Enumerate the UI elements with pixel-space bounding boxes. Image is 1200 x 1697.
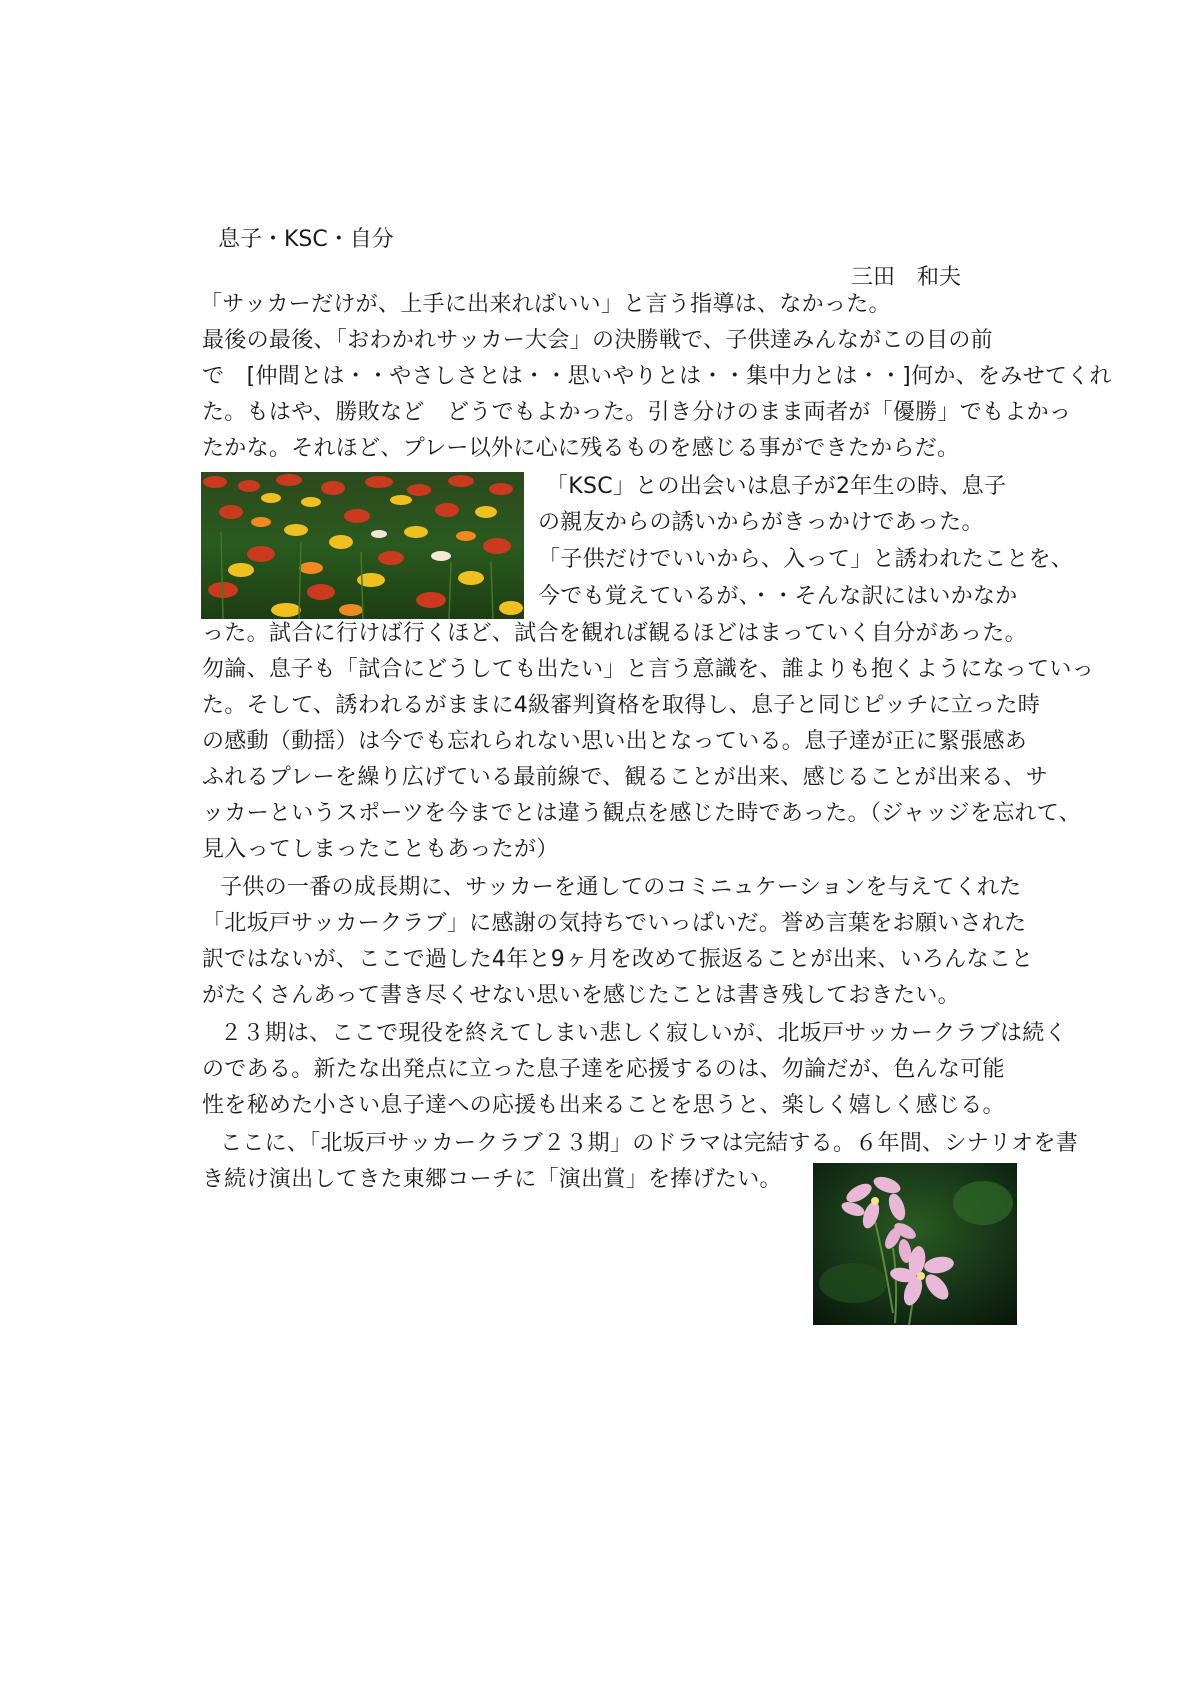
text-line: ふれるプレーを繰り広げている最前線で、観ることが出来、感じることが出来る、サ <box>202 765 1049 790</box>
text-line: き続け演出してきた東郷コーチに「演出賞」を捧げたい。 <box>202 1167 782 1192</box>
poppy-field-photo <box>201 472 524 619</box>
text-line: た。もはや、勝敗など どうでもよかった。引き分けのまま両者が「優勝」でもよかっ <box>202 400 1072 425</box>
pink-flowers-image <box>813 1163 1017 1325</box>
text-line: ２３期は、ここで現役を終えてしまい悲しく寂しいが、北坂戸サッカークラブは続く <box>220 1021 1067 1046</box>
text-line: 最後の最後、「おわかれサッカー大会」の決勝戦で、子供達みんながこの目の前 <box>202 328 993 353</box>
text-line: 見入ってしまったこともあったが） <box>202 837 559 862</box>
text-line: 子供の一番の成長期に、サッカーを通してのコミニュケーションを与えてくれた <box>220 875 1022 900</box>
text-line: 訳ではないが、ここで過した4年と9ヶ月を改めて振返ることが出来、いろんなこと <box>202 947 1034 972</box>
text-line: た。そして、誘われるがままに4級審判資格を取得し、息子と同じピッチに立った時 <box>202 693 1041 718</box>
text-line: たかな。それほど、プレー以外に心に残るものを感じる事ができたからだ。 <box>202 436 960 461</box>
text-line: 勿論、息子も「試合にどうしても出たい」と言う意識を、誰よりも抱くようになっていっ <box>202 657 1095 682</box>
text-line: 「北坂戸サッカークラブ」に感謝の気持ちでいっぱいだ。誉め言葉をお願いされた <box>202 911 1027 936</box>
pink-oxalis-photo <box>813 1163 1017 1325</box>
text-line: のである。新たな出発点に立った息子達を応援するのは、勿論だが、色んな可能 <box>202 1057 1005 1082</box>
poppy-field-image <box>201 472 524 619</box>
author-name: 三田 和夫 <box>851 265 962 290</box>
text-line: の親友からの誘いからがきっかけであった。 <box>538 510 984 535</box>
text-line: 今でも覚えているが、・・そんな訳にはいかなか <box>538 584 1018 609</box>
text-line: で [仲間とは・・やさしさとは・・思いやりとは・・集中力とは・・]何か、をみせてくれ <box>202 364 1112 389</box>
text-line: ッカーというスポーツを今までとは違う観点を感じた時であった。（ジャッジを忘れて、 <box>202 801 1082 826</box>
text-line: 「子供だけでいいから、入って」と誘われたことを、 <box>538 547 1074 572</box>
text-line: がたくさんあって書き尽くせない思いを感じたことは書き残しておきたい。 <box>202 983 960 1008</box>
text-line: 「KSC」との出会いは息子が2年生の時、息子 <box>546 474 1007 499</box>
text-line: の感動（動揺）は今でも忘れられない思い出となっている。息子達が正に緊張感あ <box>202 729 1028 754</box>
document-title: 息子・KSC・自分 <box>218 227 394 252</box>
text-line: ここに、「北坂戸サッカークラブ２３期」のドラマは完結する。６年間、シナリオを書 <box>220 1131 1079 1156</box>
text-line: った。試合に行けば行くほど、試合を観れば観るほどはまっていく自分があった。 <box>202 621 1027 646</box>
text-line: 「サッカーだけが、上手に出来ればいい」と言う指導は、なかった。 <box>200 292 891 317</box>
text-line: 性を秘めた小さい息子達への応援も出来ることを思うと、楽しく嬉しく感じる。 <box>202 1093 1005 1118</box>
